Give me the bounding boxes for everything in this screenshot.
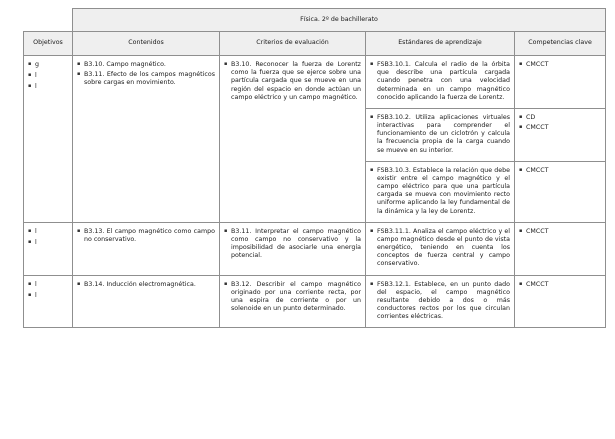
estandar-cell [366,222,515,275]
estandar-item: ▪ FSB3.10.1. Calcula el radio de la órbita que describe una partícula cargada cuando penetra con una velocidad determinada en un campo magnético conocido aplicando la fuerza de Lorentz. [370,61,510,102]
estandar-item: ▪ FSB3.10.3. Establece la relación que debe existir entre el campo magnético y el campo eléctrico para que una partícula cargada se mueva con movimiento recto uniforme aplicando la ley fundamental de la dinámica y la ley de Lorentz. [370,167,510,216]
contenido-item: ▪ B3.11. Efecto de los campos magnéticos sobre cargas en movimiento. [77,71,215,87]
curriculum-table [23,8,606,328]
estandar-cell [366,56,515,109]
header-estandares: Estándares de aprendizaje [366,32,515,56]
competencia-item: ▪ CMCCT [519,281,601,289]
objetivos-cell [24,275,73,328]
corner-empty-cell [24,9,73,32]
contenidos-cell [73,222,220,275]
criterio-item: ▪ B3.10. Reconocer la fuerza de Lorentz como la fuerza que se ejerce sobre una partícula cargada que se mueve en una región del espacio en donde actúan un campo eléctrico y un campo magnético. [224,61,361,102]
contenidos-cell [73,275,220,328]
competencia-item: ▪ CMCCT [519,228,601,236]
objetivo-item: ▪ l [28,281,68,289]
header-criterios: Criterios de evaluación [220,32,366,56]
objetivos-cell [24,56,73,223]
estandar-cell [366,161,515,222]
header-contenidos: Contenidos [73,32,220,56]
title-row [24,9,606,32]
estandar-cell [366,108,515,161]
estandar-item: ▪ FSB3.12.1. Establece, en un punto dado del espacio, el campo magnético resultante debido a dos o más conductores rectos por los que circulan corrientes eléctricas. [370,281,510,322]
objetivo-item: ▪ l [28,72,68,80]
estandar-item: ▪ FSB3.10.2. Utiliza aplicaciones virtuales interactivas para comprender el funcionamiento de un ciclotrón y calcula la frecuencia propia de la carga cuando se mueve en su interior. [370,114,510,155]
objetivo-item: ▪ l [28,228,68,236]
contenidos-cell [73,56,220,223]
header-competencias: Competencias clave [515,32,606,56]
contenido-item: ▪ B3.13. El campo magnético como campo no conservativo. [77,228,215,244]
objetivos-cell [24,222,73,275]
header-row [24,32,606,56]
estandar-cell [366,275,515,328]
competencia-item: ▪ CMCCT [519,61,601,69]
table-title: Física. 2º de bachillerato [73,9,606,32]
table-row [24,222,606,275]
objetivo-item: ▪ g [28,61,68,69]
header-objetivos: Objetivos [24,32,73,56]
competencia-item: ▪ CMCCT [519,124,601,132]
contenido-item: ▪ B3.10. Campo magnético. [77,61,215,69]
competencias-cell [515,275,606,328]
objetivo-item: ▪ l [28,83,68,91]
criterio-item: ▪ B3.11. Interpretar el campo magnético como campo no conservativo y la imposibilidad de asociarle una energía potencial. [224,228,361,261]
competencias-cell [515,108,606,161]
table-row [24,275,606,328]
competencia-item: ▪ CD [519,114,601,122]
criterios-cell [220,56,366,223]
competencias-cell [515,56,606,109]
objetivo-item: ▪ l [28,239,68,247]
contenido-item: ▪ B3.14. Inducción electromagnética. [77,281,215,289]
competencia-item: ▪ CMCCT [519,167,601,175]
criterios-cell [220,275,366,328]
competencias-cell [515,161,606,222]
estandar-item: ▪ FSB3.11.1. Analiza el campo eléctrico y el campo magnético desde el punto de vista energético, teniendo en cuenta los conceptos de fuerza central y campo conservativo. [370,228,510,269]
criterios-cell [220,222,366,275]
criterio-item: ▪ B3.12. Describir el campo magnético originado por una corriente recta, por una espira de corriente o por un solenoide en un punto determinado. [224,281,361,314]
table-row [24,56,606,109]
objetivo-item: ▪ l [28,292,68,300]
competencias-cell [515,222,606,275]
